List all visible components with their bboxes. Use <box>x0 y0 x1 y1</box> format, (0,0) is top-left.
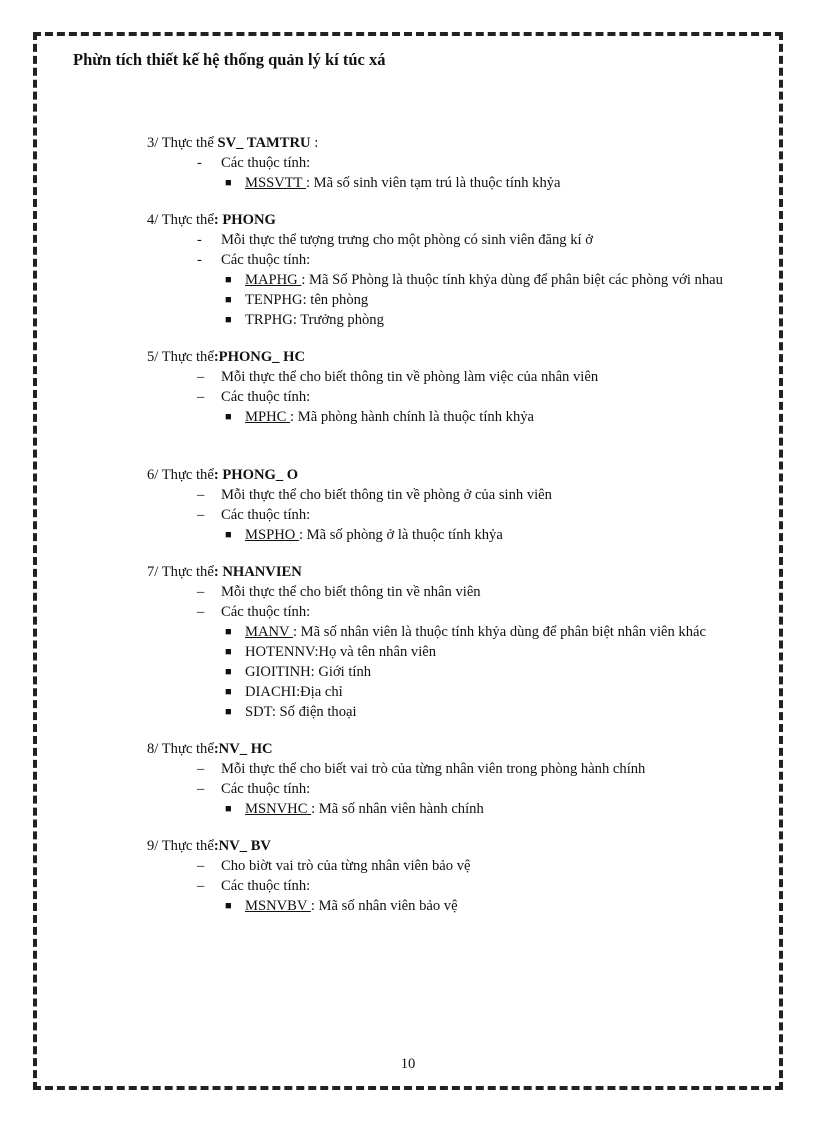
entity-title: 9/ Thực thể:NV_ BV <box>147 838 271 854</box>
dash-marker: - <box>197 232 202 248</box>
square-bullet-icon: ■ <box>225 274 232 286</box>
attribute-item: ■ SDT: Số điện thoại <box>225 704 357 720</box>
attribute-item: ■ MPHC : Mã phòng hành chính là thuộc tính khỷa <box>225 409 535 425</box>
square-bullet-icon: ■ <box>225 314 232 326</box>
square-bullet-icon: ■ <box>225 626 232 638</box>
entity-section <box>147 347 747 427</box>
dash-marker: – <box>197 761 205 777</box>
dash-item: - Các thuộc tính: <box>197 252 311 268</box>
dash-item: – Các thuộc tính: <box>197 507 311 523</box>
square-bullet-icon: ■ <box>225 177 232 189</box>
document-body <box>147 133 747 933</box>
square-bullet-icon: ■ <box>225 686 232 698</box>
dash-marker: – <box>197 584 205 600</box>
dash-item: – Mỗi thực thể cho biết thông tin về phòng ở của sinh viên <box>197 487 552 503</box>
attribute-item: ■ MAPHG : Mã Số Phòng là thuộc tính khỷa dùng để phân biệt các phòng với nhau <box>225 272 723 288</box>
square-bullet-icon: ■ <box>225 666 232 678</box>
dash-marker: – <box>197 369 205 385</box>
dash-marker: – <box>197 858 205 874</box>
square-bullet-icon: ■ <box>225 529 232 541</box>
dash-item: – Mỗi thực thể cho biết thông tin về nhân viên <box>197 584 481 600</box>
attribute-item: ■ MSPHO : Mã số phòng ở là thuộc tính khỷa <box>225 527 503 543</box>
dash-marker: – <box>197 487 205 503</box>
dash-item: – Các thuộc tính: <box>197 781 311 797</box>
entity-section <box>147 562 747 722</box>
attribute-item: ■ MSNVBV : Mã số nhân viên bảo vệ <box>225 898 458 914</box>
dash-marker: – <box>197 389 205 405</box>
attribute-item: ■ MSSVTT : Mã số sinh viên tạm trú là thuộc tính khỷa <box>225 175 561 191</box>
entity-section <box>147 465 747 545</box>
attribute-item: ■ DIACHI:Địa chỉ <box>225 684 343 700</box>
dash-marker: – <box>197 878 205 894</box>
dash-item: - Các thuộc tính: <box>197 155 311 171</box>
entity-section <box>147 739 747 819</box>
entity-section <box>147 210 747 330</box>
attribute-item: ■ MSNVHC : Mã số nhân viên hành chính <box>225 801 484 817</box>
square-bullet-icon: ■ <box>225 294 232 306</box>
square-bullet-icon: ■ <box>225 646 232 658</box>
entity-section <box>147 133 747 193</box>
attribute-item: ■ GIOITINH: Giới tính <box>225 664 372 680</box>
attribute-item: ■ TENPHG: tên phòng <box>225 292 369 308</box>
dash-item: - Mỗi thực thể tượng trưng cho một phòng có sinh viên đăng kí ở <box>197 232 593 248</box>
dash-item: – Mỗi thực thể cho biết thông tin về phòng làm việc của nhân viên <box>197 369 599 385</box>
dash-marker: - <box>197 252 202 268</box>
page-header: Phừn tích thiết kế hệ thống quản lý kí túc xá <box>73 50 386 69</box>
square-bullet-icon: ■ <box>225 706 232 718</box>
entity-title: 6/ Thực thể: PHONG_ O <box>147 467 299 483</box>
entity-section <box>147 836 747 916</box>
dash-marker: – <box>197 604 205 620</box>
entity-title: 8/ Thực thể:NV_ HC <box>147 741 273 757</box>
dash-marker: - <box>197 155 202 171</box>
dash-item: – Cho biờt vai trò của từng nhân viên bảo vệ <box>197 858 471 874</box>
dash-marker: – <box>197 781 205 797</box>
dash-item: – Mỗi thực thể cho biết vai trò của từng nhân viên trong phòng hành chính <box>197 761 646 777</box>
entity-title: 3/ Thực thể SV_ TAMTRU : <box>147 135 319 151</box>
dash-marker: – <box>197 507 205 523</box>
entity-title: 5/ Thực thể:PHONG_ HC <box>147 349 306 365</box>
page-number: 10 <box>400 1056 416 1072</box>
entity-title: 7/ Thực thể: NHANVIEN <box>147 564 302 580</box>
dash-item: – Các thuộc tính: <box>197 389 311 405</box>
attribute-item: ■ MANV : Mã số nhân viên là thuộc tính khỷa dùng để phân biệt nhân viên khác <box>225 624 706 640</box>
square-bullet-icon: ■ <box>225 900 232 912</box>
square-bullet-icon: ■ <box>225 803 232 815</box>
entity-title: 4/ Thực thể: PHONG <box>147 212 276 228</box>
square-bullet-icon: ■ <box>225 411 232 423</box>
dash-item: – Các thuộc tính: <box>197 878 311 894</box>
attribute-item: ■ TRPHG: Trưởng phòng <box>225 312 384 328</box>
attribute-item: ■ HOTENNV:Họ và tên nhân viên <box>225 644 437 660</box>
dash-item: – Các thuộc tính: <box>197 604 311 620</box>
